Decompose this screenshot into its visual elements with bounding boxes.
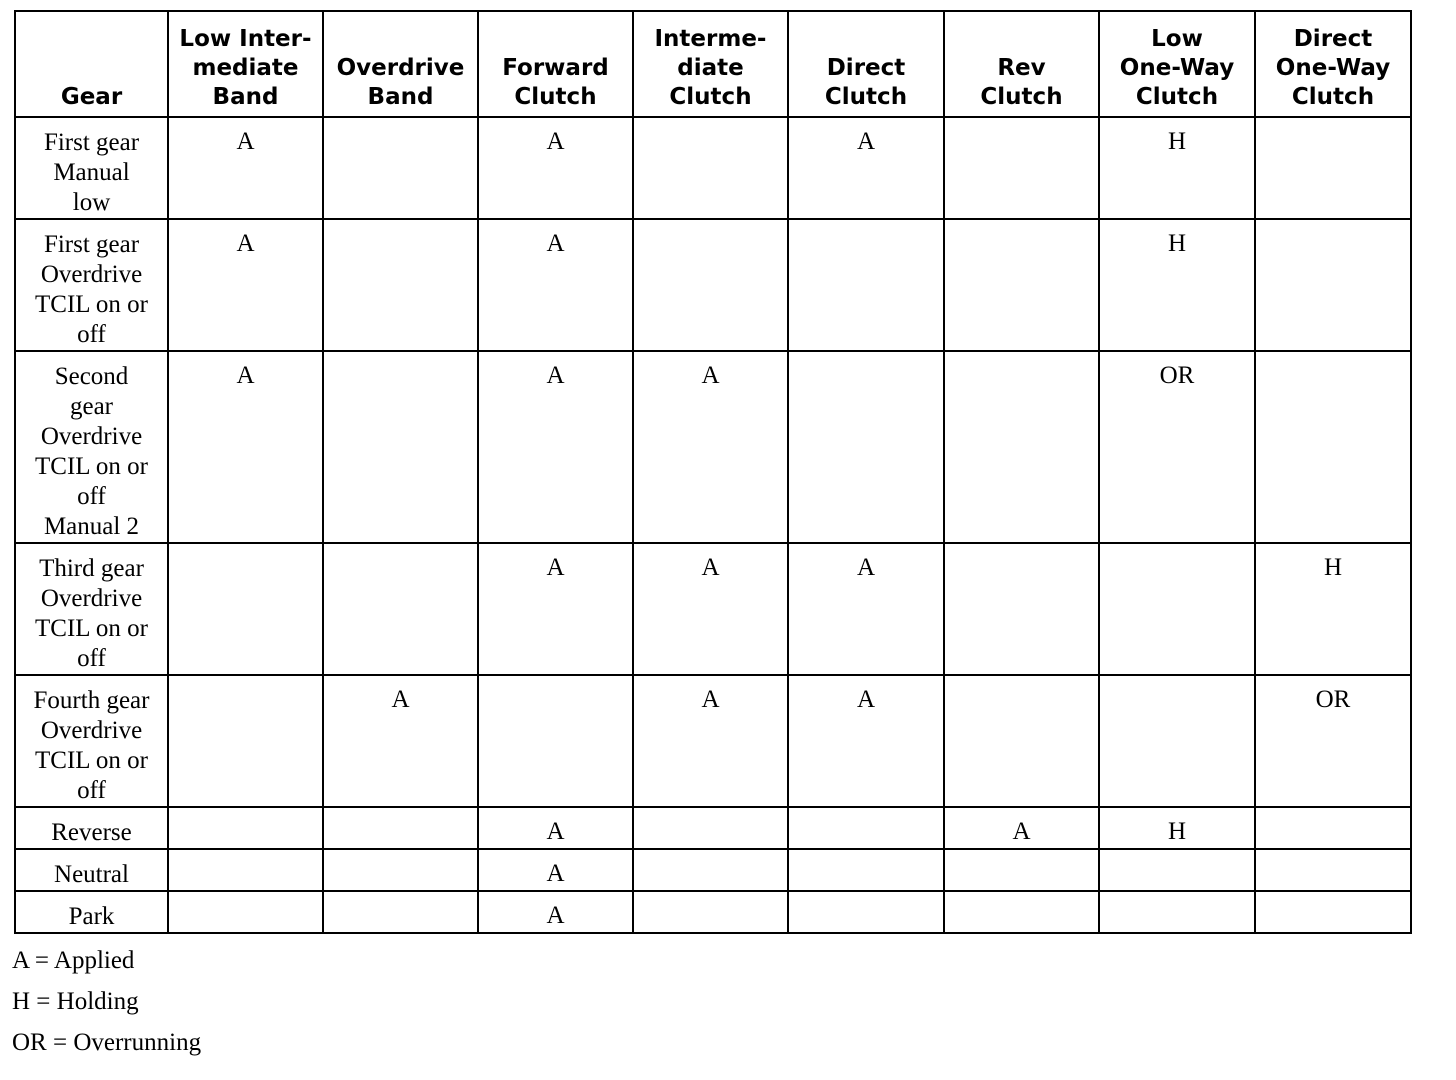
table-cell	[944, 219, 1099, 351]
table-cell: A	[478, 219, 633, 351]
table-cell: H	[1099, 117, 1255, 219]
table-cell	[168, 807, 323, 849]
table-cell	[944, 891, 1099, 933]
table-cell	[323, 891, 478, 933]
table-cell: H	[1099, 219, 1255, 351]
gear-cell: Reverse	[15, 807, 168, 849]
gear-cell: First gear Overdrive TCIL on or off	[15, 219, 168, 351]
table-cell: A	[633, 543, 788, 675]
table-cell	[788, 807, 944, 849]
table-cell: A	[788, 675, 944, 807]
table-row	[15, 543, 1411, 675]
table-row	[15, 117, 1411, 219]
table-cell	[788, 219, 944, 351]
table-row	[15, 891, 1411, 933]
header-direct-clutch: Direct Clutch	[788, 11, 944, 117]
table-cell	[944, 849, 1099, 891]
table-cell: A	[633, 675, 788, 807]
table-cell	[323, 543, 478, 675]
table-cell	[1255, 891, 1411, 933]
table-cell: A	[478, 543, 633, 675]
header-row	[15, 11, 1411, 117]
table-cell	[1099, 675, 1255, 807]
table-cell	[323, 117, 478, 219]
table-cell: A	[478, 849, 633, 891]
table-cell	[633, 807, 788, 849]
table-cell	[323, 219, 478, 351]
table-cell: A	[633, 351, 788, 543]
gear-cell: Third gear Overdrive TCIL on or off	[15, 543, 168, 675]
table-cell	[168, 675, 323, 807]
table-cell	[323, 351, 478, 543]
table-cell: H	[1099, 807, 1255, 849]
table-cell	[323, 849, 478, 891]
header-rev-clutch: Rev Clutch	[944, 11, 1099, 117]
table-row	[15, 807, 1411, 849]
header-direct-one-way-clutch: Direct One-Way Clutch	[1255, 11, 1411, 117]
table-cell	[1099, 543, 1255, 675]
table-cell	[944, 117, 1099, 219]
table-cell: A	[168, 117, 323, 219]
table-cell	[168, 849, 323, 891]
table-cell	[944, 543, 1099, 675]
table-cell: A	[478, 807, 633, 849]
table-cell: OR	[1099, 351, 1255, 543]
table-cell	[788, 351, 944, 543]
table-cell: A	[788, 117, 944, 219]
table-cell	[1255, 117, 1411, 219]
header-low-one-way-clutch: Low One-Way Clutch	[1099, 11, 1255, 117]
table-cell	[944, 675, 1099, 807]
gear-cell: Park	[15, 891, 168, 933]
table-cell	[478, 675, 633, 807]
legend-applied: A = Applied	[12, 947, 135, 974]
table-cell: A	[944, 807, 1099, 849]
table-cell	[633, 849, 788, 891]
table-cell: A	[168, 351, 323, 543]
header-overdrive-band: Overdrive Band	[323, 11, 478, 117]
table-cell	[788, 849, 944, 891]
table-cell	[323, 807, 478, 849]
table-cell	[788, 891, 944, 933]
table-cell: A	[478, 351, 633, 543]
table-cell	[1099, 849, 1255, 891]
legend	[12, 940, 201, 1063]
table-cell	[1255, 219, 1411, 351]
table-cell: A	[478, 891, 633, 933]
table-row	[15, 849, 1411, 891]
header-gear: Gear	[15, 11, 168, 117]
table-cell	[1255, 351, 1411, 543]
header-forward-clutch: Forward Clutch	[478, 11, 633, 117]
header-intermediate-clutch: Interme- diate Clutch	[633, 11, 788, 117]
table-cell	[633, 219, 788, 351]
table-cell	[168, 891, 323, 933]
table-cell: OR	[1255, 675, 1411, 807]
gear-cell: Second gear Overdrive TCIL on or off Manual 2	[15, 351, 168, 543]
table-row	[15, 219, 1411, 351]
gear-cell: First gear Manual low	[15, 117, 168, 219]
table-cell: A	[168, 219, 323, 351]
gear-component-table	[14, 10, 1412, 934]
header-low-intermediate-band: Low Inter- mediate Band	[168, 11, 323, 117]
table-row	[15, 351, 1411, 543]
table-cell: A	[478, 117, 633, 219]
table-cell	[633, 891, 788, 933]
table-cell	[633, 117, 788, 219]
legend-holding: H = Holding	[12, 988, 139, 1015]
table-cell	[1099, 891, 1255, 933]
legend-overrunning: OR = Overrunning	[12, 1029, 202, 1056]
table-cell: H	[1255, 543, 1411, 675]
table-cell: A	[323, 675, 478, 807]
table-cell: A	[788, 543, 944, 675]
table-cell	[1255, 849, 1411, 891]
table-cell	[1255, 807, 1411, 849]
gear-cell: Neutral	[15, 849, 168, 891]
gear-cell: Fourth gear Overdrive TCIL on or off	[15, 675, 168, 807]
table-cell	[944, 351, 1099, 543]
table-row	[15, 675, 1411, 807]
table-cell	[168, 543, 323, 675]
